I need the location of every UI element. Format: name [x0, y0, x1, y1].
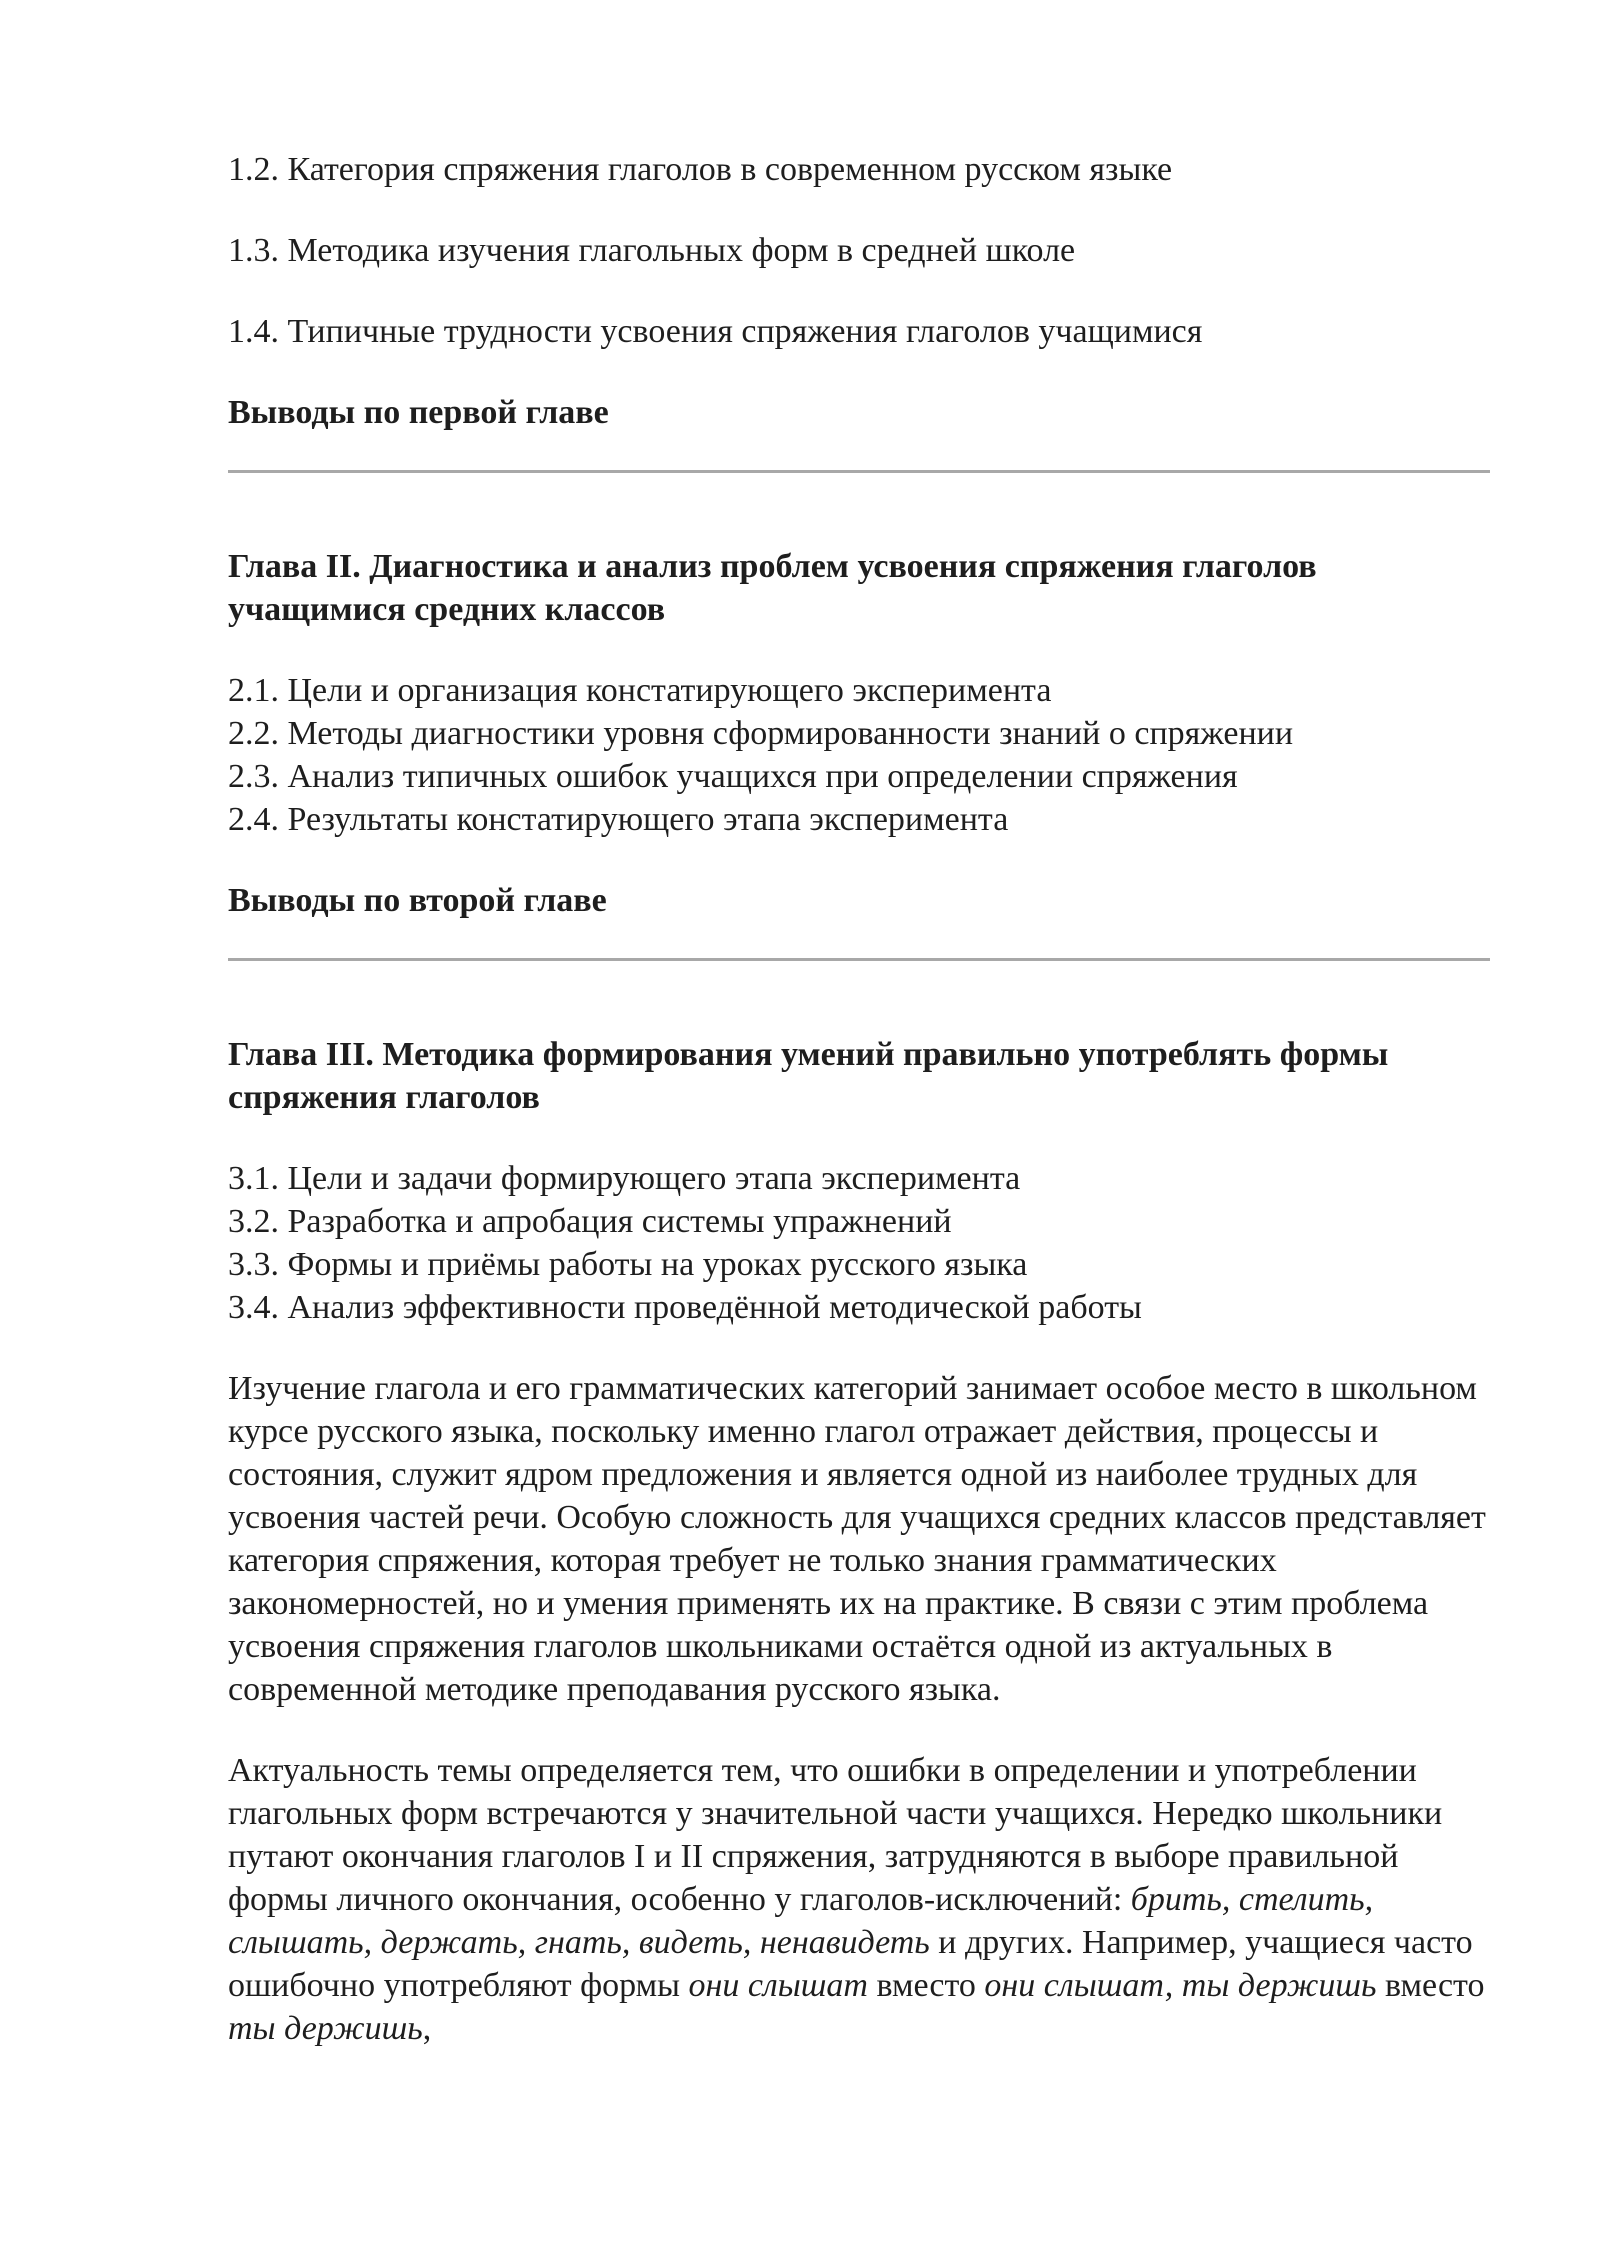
toc-item-3-4: 3.4. Анализ эффективности проведённой методической работы [228, 1289, 1142, 1326]
divider-2 [228, 958, 1490, 961]
paragraph2-italic-correct-form: ты держишь [228, 2010, 423, 2047]
paragraph2-text-5: , [422, 2010, 432, 2047]
toc-item-3-1: 3.1. Цели и задачи формирующего этапа эксперимента [228, 1160, 1021, 1197]
paragraph2-italic-wrong-form: они слышат [688, 1967, 868, 2004]
paragraph2-text-4: вместо [1376, 1967, 1485, 2004]
toc-item-2-4: 2.4. Результаты констатирующего этапа эксперимента [228, 801, 1009, 838]
paragraph2-text-1: Актуальность темы определяется тем, что ошибки в определении и употреблении глагольных форм встречаются у значительной части учащихся. Нередко школьники путают окончания глаголов I и II спряжения, затрудняются в выборе правильной формы личного окончания, особенно у глаголов-исключений: [228, 1752, 1443, 1918]
paragraph2-italic-forms: они слышат, ты держишь [984, 1967, 1377, 2004]
toc-item-2-1: 2.1. Цели и организация констатирующего эксперимента [228, 672, 1052, 709]
chapter2-conclusion: Выводы по второй главе [228, 882, 607, 919]
paragraph2-italic-exceptions: брить, стелить, слышать, держать, гнать, видеть, ненавидеть [228, 1881, 1374, 1961]
chapter3-list [228, 1157, 1490, 1329]
body-paragraph-1: Изучение глагола и его грамматических категорий занимает особое место в школьном курсе русского языка, поскольку именно глагол отражает действия, процессы и состояния, служит ядром предложения и является одной из наиболее трудных для усвоения частей речи. Особую сложность для учащихся средних классов представляет категория спряжения, которая требует не только знания грамматических закономерностей, но и умения применять их на практике. В связи с этим проблема усвоения спряжения глаголов школьниками остаётся одной из актуальных в современной методике преподавания русского языка. [228, 1370, 1486, 1708]
paragraph2-text-3: вместо [867, 1967, 985, 2004]
toc-item-1-4: 1.4. Типичные трудности усвоения спряжения глаголов учащимися [228, 313, 1203, 350]
toc-item-2-2: 2.2. Методы диагностики уровня сформированности знаний о спряжении [228, 715, 1294, 752]
toc-item-1-3: 1.3. Методика изучения глагольных форм в средней школе [228, 232, 1076, 269]
document-page [228, 148, 1490, 2050]
toc-item-3-3: 3.3. Формы и приёмы работы на уроках русского языка [228, 1246, 1028, 1283]
toc-item-2-3: 2.3. Анализ типичных ошибок учащихся при определении спряжения [228, 758, 1238, 795]
divider-1 [228, 470, 1490, 473]
chapter1-conclusion: Выводы по первой главе [228, 394, 609, 431]
body-paragraph-2 [228, 1749, 1490, 2050]
toc-item-1-2: 1.2. Категория спряжения глаголов в современном русском языке [228, 151, 1173, 188]
chapter3-title: Глава III. Методика формирования умений правильно употреблять формы спряжения глаголов [228, 1036, 1389, 1116]
toc-item-3-2: 3.2. Разработка и апробация системы упражнений [228, 1203, 952, 1240]
chapter2-title: Глава II. Диагностика и анализ проблем усвоения спряжения глаголов учащимися средних классов [228, 548, 1317, 628]
chapter2-list [228, 669, 1490, 841]
paragraph2-text-2: и других. Например, учащиеся часто ошибочно употребляют формы [228, 1924, 1473, 2004]
